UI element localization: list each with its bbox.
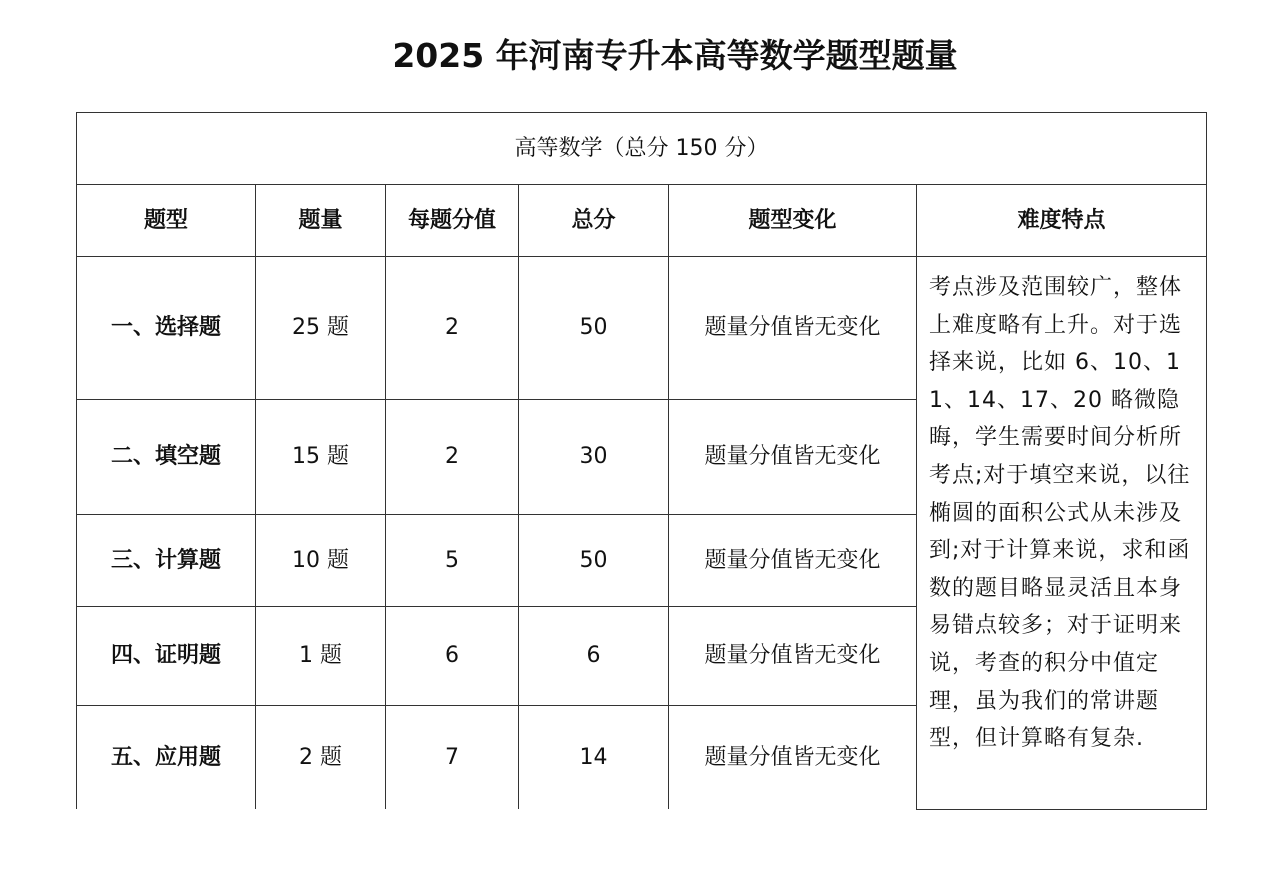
difficulty-description: 考点涉及范围较广，整体上难度略有上升。对于选择来说，比如 6、10、11、14、17、20 略微隐晦，学生需要时间分析所考点;对于填空来说，以往椭圆的面积公式从未涉及到;对于计算来说，求和函数的题目略显灵活且本身易错点较多；对于证明来说，考查的积分中值定理，虽为我们的常讲题型，但计算略有复杂. <box>917 257 1207 810</box>
header-difficulty: 难度特点 <box>917 185 1207 257</box>
cell-change: 题量分值皆无变化 <box>669 400 917 515</box>
cell-count: 10 题 <box>256 515 386 607</box>
cell-total: 6 <box>519 607 669 706</box>
cell-type: 一、选择题 <box>77 257 256 400</box>
header-points-each: 每题分值 <box>386 185 519 257</box>
cell-change: 题量分值皆无变化 <box>669 607 917 706</box>
cell-points-each: 6 <box>386 607 519 706</box>
exam-table <box>76 112 1207 810</box>
table-caption: 高等数学（总分 150 分） <box>77 113 1207 185</box>
header-count: 题量 <box>256 185 386 257</box>
page-title: 2025 年河南专升本高等数学题型题量 <box>392 36 958 75</box>
cell-count: 25 题 <box>256 257 386 400</box>
cell-total: 50 <box>519 515 669 607</box>
cell-count: 1 题 <box>256 607 386 706</box>
cell-total: 30 <box>519 400 669 515</box>
header-total: 总分 <box>519 185 669 257</box>
cell-change: 题量分值皆无变化 <box>669 257 917 400</box>
header-type: 题型 <box>77 185 256 257</box>
cell-points-each: 7 <box>386 706 519 810</box>
cell-points-each: 2 <box>386 400 519 515</box>
cell-change: 题量分值皆无变化 <box>669 706 917 810</box>
cell-type: 五、应用题 <box>77 706 256 810</box>
table-header-row <box>77 185 1207 257</box>
header-change: 题型变化 <box>669 185 917 257</box>
cell-count: 2 题 <box>256 706 386 810</box>
cell-type: 二、填空题 <box>77 400 256 515</box>
cell-type: 三、计算题 <box>77 515 256 607</box>
cell-count: 15 题 <box>256 400 386 515</box>
table-row <box>77 257 1207 400</box>
cell-total: 50 <box>519 257 669 400</box>
cell-total: 14 <box>519 706 669 810</box>
cell-points-each: 2 <box>386 257 519 400</box>
cell-points-each: 5 <box>386 515 519 607</box>
cell-type: 四、证明题 <box>77 607 256 706</box>
cell-change: 题量分值皆无变化 <box>669 515 917 607</box>
